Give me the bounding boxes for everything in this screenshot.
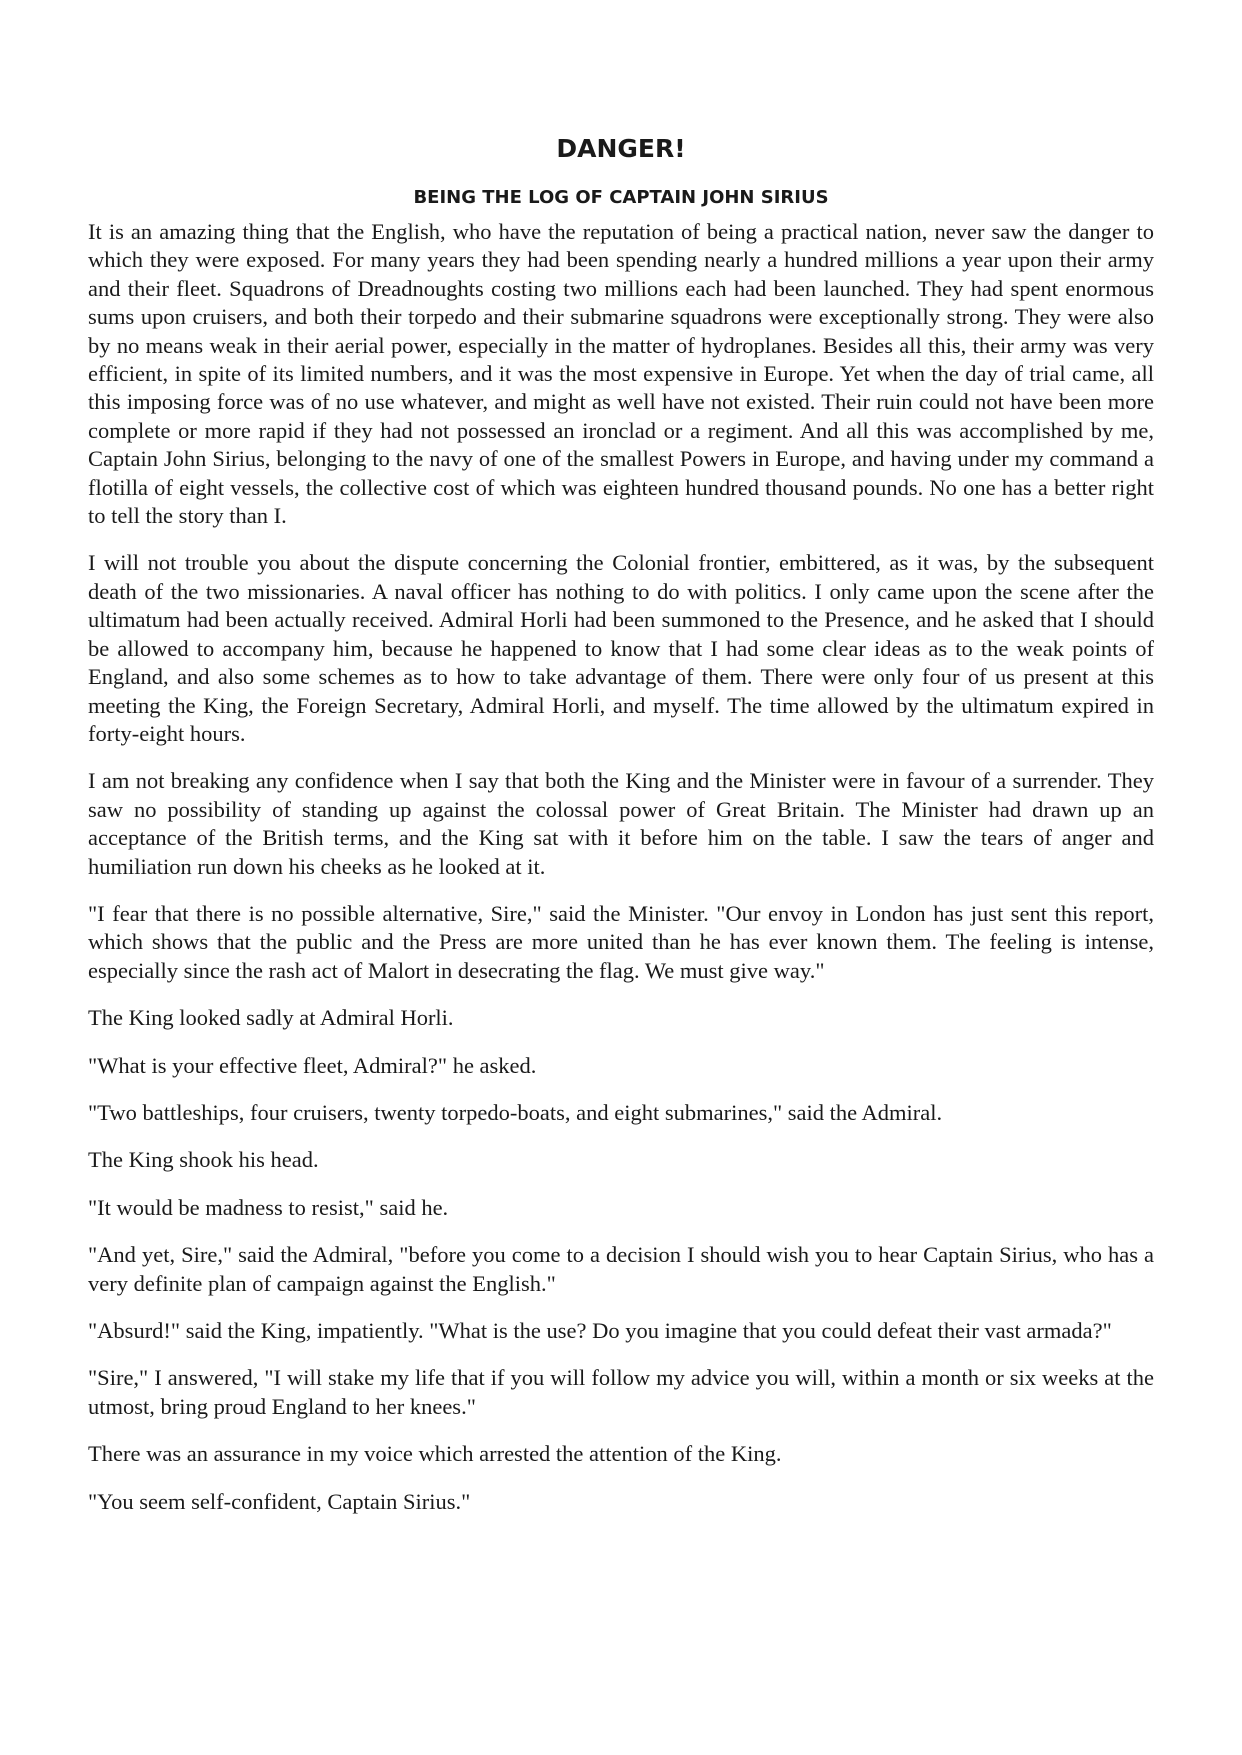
document-page (88, 134, 1154, 1535)
paragraph: It is an amazing thing that the English, who have the reputation of being a practical nation, never saw the danger to which they were exposed. For many years they had been spending nearly a hundred millions a year upon their army and their fleet. Squadrons of Dreadnoughts costing two millions each had been launched. They had spent enormous sums upon cruisers, and both their torpedo and their submarine squadrons were exceptionally strong. They were also by no means weak in their aerial power, especially in the matter of hydroplanes. Besides all this, their army was very efficient, in spite of its limited numbers, and it was the most expensive in Europe. Yet when the day of trial came, all this imposing force was of no use whatever, and might as well have not existed. Their ruin could not have been more complete or more rapid if they had not possessed an ironclad or a regiment. And all this was accomplished by me, Captain John Sirius, belonging to the navy of one of the smallest Powers in Europe, and having under my command a flotilla of eight vessels, the collective cost of which was eighteen hundred thousand pounds. No one has a better right to tell the story than I. (88, 219, 1154, 529)
paragraph: "You seem self-confident, Captain Sirius." (88, 1488, 471, 1514)
paragraph: "I fear that there is no possible alternative, Sire," said the Minister. "Our envoy in London has just sent this report, which shows that the public and the Press are more united than he has ever known them. The feeling is intense, especially since the rash act of Malort in desecrating the flag. We must give way." (88, 900, 1154, 983)
paragraph: "It would be madness to resist," said he. (88, 1194, 449, 1220)
paragraph: "What is your effective fleet, Admiral?" he asked. (88, 1052, 537, 1078)
paragraph: I am not breaking any confidence when I say that both the King and the Minister were in favour of a surrender. They saw no possibility of standing up against the colossal power of Great Britain. The Minister had drawn up an acceptance of the British terms, and the King sat with it before him on the table. I saw the tears of anger and humiliation run down his cheeks as he looked at it. (88, 768, 1154, 879)
paragraph: "And yet, Sire," said the Admiral, "before you come to a decision I should wish you to hear Captain Sirius, who has a very definite plan of campaign against the English." (88, 1242, 1154, 1296)
paragraph: The King shook his head. (88, 1147, 319, 1173)
paragraph: The King looked sadly at Admiral Horli. (88, 1005, 454, 1031)
paragraph: "Absurd!" said the King, impatiently. "What is the use? Do you imagine that you could defeat their vast armada?" (88, 1318, 1112, 1343)
paragraph: There was an assurance in my voice which arrested the attention of the King. (88, 1441, 782, 1467)
paragraph: "Sire," I answered, "I will stake my life that if you will follow my advice you will, within a month or six weeks at the utmost, bring proud England to her knees." (88, 1365, 1154, 1419)
paragraph: I will not trouble you about the dispute concerning the Colonial frontier, embittered, as it was, by the subsequent death of the two missionaries. A naval officer has nothing to do with politics. I only came upon the scene after the ultimatum had been actually received. Admiral Horli had been summoned to the Presence, and he asked that I should be allowed to accompany him, because he happened to know that I had some clear ideas as to the weak points of England, and also some schemes as to how to take advantage of them. There were only four of us present at this meeting the King, the Foreign Secretary, Admiral Horli, and myself. The time allowed by the ultimatum expired in forty-eight hours. (88, 550, 1154, 746)
paragraph: "Two battleships, four cruisers, twenty torpedo-boats, and eight submarines," said the Admiral. (88, 1099, 943, 1125)
document-title: DANGER! (556, 134, 686, 163)
document-subtitle: BEING THE LOG OF CAPTAIN JOHN SIRIUS (413, 187, 829, 208)
